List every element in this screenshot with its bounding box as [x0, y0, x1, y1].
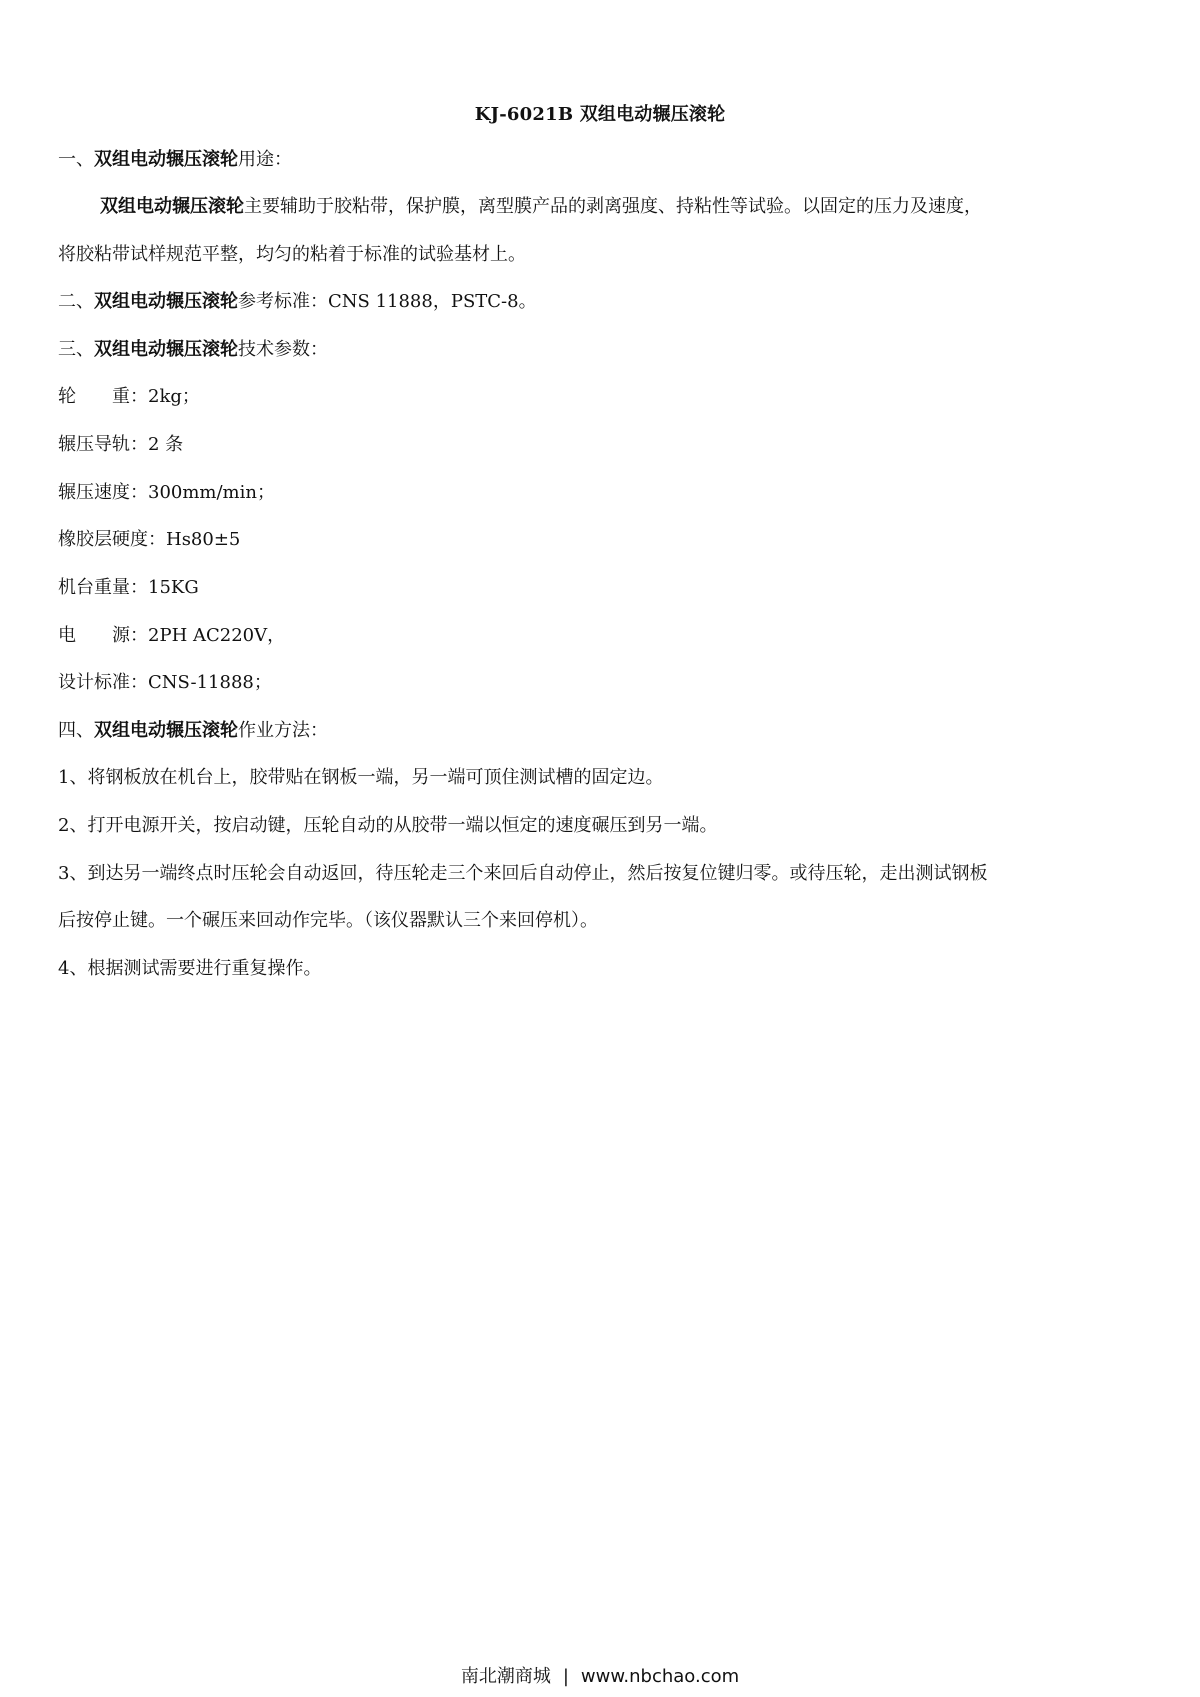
param-value: 2kg；	[148, 386, 200, 407]
param-key: 设计标准：	[58, 672, 148, 693]
param-value: 2PH AC220V，	[148, 625, 286, 646]
section-4-heading	[58, 719, 328, 743]
param-key: 轮 重：	[58, 386, 148, 407]
page-footer	[0, 1662, 1200, 1688]
section-3-product-name: 双组电动辗压滚轮	[94, 339, 238, 360]
param-key: 电 源：	[58, 625, 148, 646]
param-rolling-speed	[58, 481, 275, 505]
section-2-heading	[58, 290, 537, 314]
param-key: 辗压导轨：	[58, 434, 148, 455]
section-3-prefix: 三、	[58, 339, 94, 360]
param-machine-weight	[58, 576, 199, 600]
param-value: Hs80±5	[166, 529, 241, 550]
param-value: 300mm/min；	[148, 482, 275, 503]
param-key: 橡胶层硬度：	[58, 529, 166, 550]
param-key: 辗压速度：	[58, 482, 148, 503]
step-2: 2、打开电源开关，按启动键，压轮自动的从胶带一端以恒定的速度碾压到另一端。	[58, 815, 718, 836]
param-key: 机台重量：	[58, 577, 148, 598]
section-2-prefix: 二、	[58, 291, 94, 312]
section-3-suffix: 技术参数：	[238, 339, 328, 360]
section-4-product-name: 双组电动辗压滚轮	[94, 720, 238, 741]
param-rolling-rails	[58, 433, 183, 457]
step-3-line-1: 3、到达另一端终点时压轮会自动返回，待压轮走三个来回后自动停止，然后按复位键归零。或待压轮，走出测试钢板	[58, 863, 988, 884]
footer-separator: |	[562, 1666, 569, 1687]
step-4: 4、根据测试需要进行重复操作。	[58, 958, 322, 979]
step-3-line-2: 后按停止键。一个碾压来回动作完毕。（该仪器默认三个来回停机）。	[58, 910, 598, 931]
section-2-product-name: 双组电动辗压滚轮	[94, 291, 238, 312]
paragraph-1-line-1	[100, 195, 982, 219]
param-power-supply	[58, 624, 285, 648]
section-1-product-name: 双组电动辗压滚轮	[94, 149, 238, 170]
param-rubber-hardness	[58, 528, 240, 552]
document-title: KJ-6021B 双组电动辗压滚轮	[474, 104, 726, 125]
param-value: CNS-11888；	[148, 672, 272, 693]
step-1: 1、将钢板放在机台上，胶带贴在钢板一端，另一端可顶住测试槽的固定边。	[58, 767, 664, 788]
section-1-prefix: 一、	[58, 149, 94, 170]
param-value: 2 条	[148, 434, 184, 455]
paragraph-1-line-2: 将胶粘带试样规范平整，均匀的粘着于标准的试验基材上。	[58, 244, 526, 265]
paragraph-1-text: 主要辅助于胶粘带，保护膜，离型膜产品的剥离强度、持粘性等试验。以固定的压力及速度，	[244, 196, 982, 217]
section-3-heading	[58, 338, 328, 362]
footer-site-name: 南北潮商城	[460, 1666, 551, 1687]
param-value: 15KG	[148, 577, 199, 598]
section-2-suffix: 参考标准：CNS 11888，PSTC-8。	[238, 291, 537, 312]
param-wheel-weight	[58, 385, 200, 409]
section-4-prefix: 四、	[58, 720, 94, 741]
footer-url[interactable]: www.nbchao.com	[580, 1666, 740, 1687]
section-4-suffix: 作业方法：	[238, 720, 328, 741]
section-1-suffix: 用途：	[238, 149, 292, 170]
section-1-heading	[58, 148, 292, 172]
paragraph-1-product-name: 双组电动辗压滚轮	[100, 196, 244, 217]
param-design-standard	[58, 671, 272, 695]
